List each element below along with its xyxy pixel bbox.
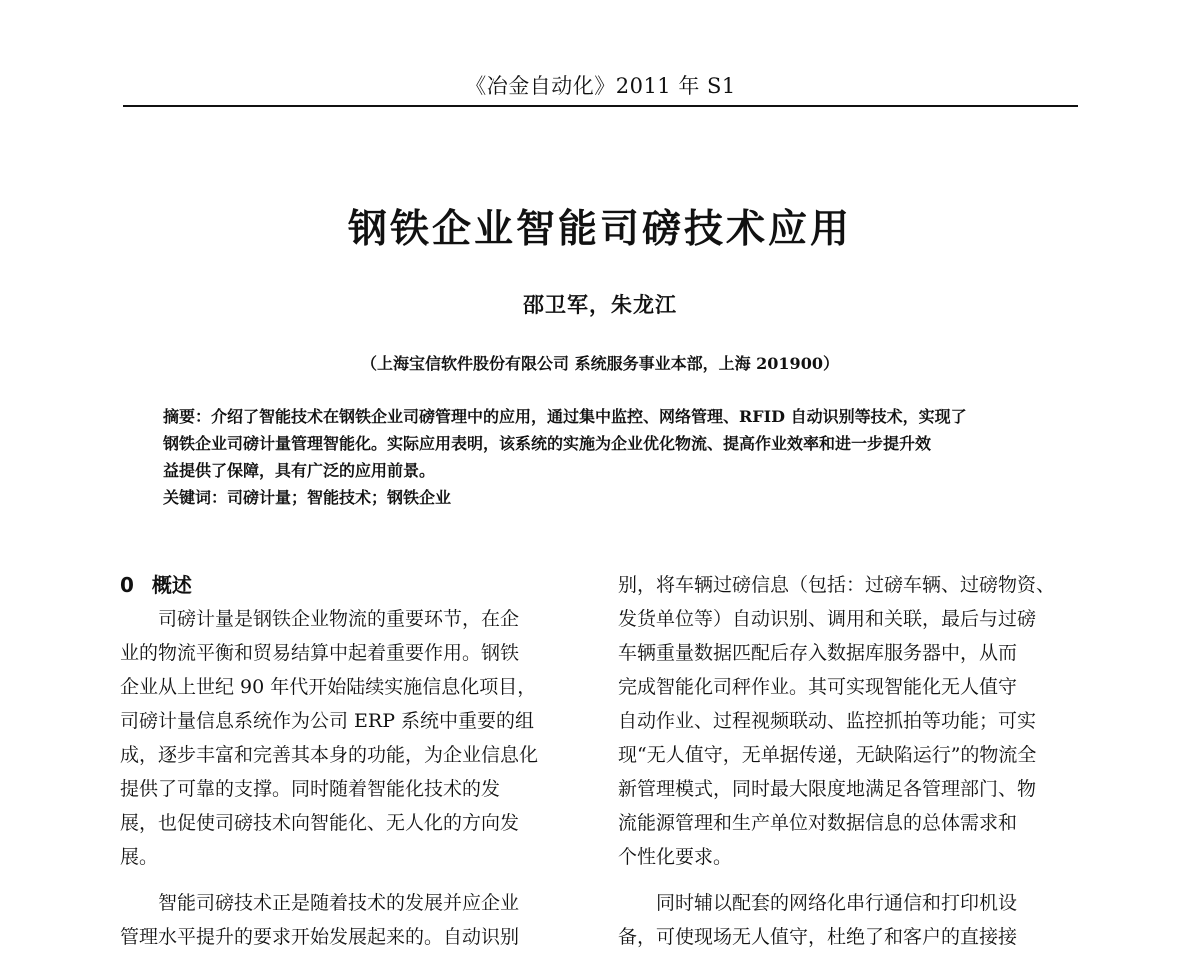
body-line: 业的物流平衡和贸易结算中起着重要作用。钢铁 (120, 642, 520, 664)
body-line: 流能源管理和生产单位对数据信息的总体需求和 (618, 812, 1018, 834)
body-line: 别，将车辆过磅信息（包括：过磅车辆、过磅物资、 (618, 574, 1056, 596)
body-line: 备，可使现场无人值守，杜绝了和客户的直接接 (618, 926, 1018, 948)
journal-header: 《冶金自动化》2011 年 S1 (465, 74, 736, 98)
body-line: 同时辅以配套的网络化串行通信和打印机设 (656, 892, 1018, 914)
keywords-line: 关键词：司磅计量；智能技术；钢铁企业 (163, 488, 452, 507)
abstract-block (163, 403, 1043, 511)
affiliation: （上海宝信软件股份有限公司 系统服务事业本部，上海 201900） (361, 354, 839, 373)
body-line: 现“无人值守，无单据传递，无缺陷运行”的物流全 (618, 744, 1037, 766)
paper-title: 钢铁企业智能司磅技术应用 (347, 207, 852, 252)
body-line: 企业从上世纪 90 年代开始陆续实施信息化项目， (120, 676, 537, 698)
body-line: 展。 (120, 846, 159, 868)
body-line: 展，也促使司磅技术向智能化、无人化的方向发 (120, 812, 520, 834)
authors: 邵卫军，朱龙江 (523, 292, 677, 317)
section-title: 概述 (151, 573, 192, 597)
left-column (120, 568, 580, 954)
body-line: 管理水平提升的要求开始发展起来的。自动识别 (120, 926, 520, 948)
body-line: 司磅计量是钢铁企业物流的重要环节，在企 (158, 608, 520, 630)
body-line: 完成智能化司秤作业。其可实现智能化无人值守 (618, 676, 1018, 698)
abstract-line: 钢铁企业司磅计量管理智能化。实际应用表明，该系统的实施为企业优化物流、提高作业效率和进一步提升效 (163, 434, 932, 453)
body-line: 成，逐步丰富和完善其本身的功能，为企业信息化 (120, 744, 539, 766)
abstract-line: 摘要：介绍了智能技术在钢铁企业司磅管理中的应用，通过集中监控、网络管理、RFID 自动识别等技术，实现了 (163, 407, 967, 426)
body-line: 新管理模式，同时最大限度地满足各管理部门、物 (618, 778, 1037, 800)
body-line: 个性化要求。 (618, 846, 733, 868)
body-line: 自动作业、过程视频联动、监控抓拍等功能；可实 (618, 710, 1037, 732)
body-line: 智能司磅技术正是随着技术的发展并应企业 (158, 892, 520, 914)
right-column (618, 568, 1078, 954)
abstract-line: 益提供了保障，具有广泛的应用前景。 (163, 461, 436, 480)
section-number: 0 (120, 573, 134, 597)
body-line: 车辆重量数据匹配后存入数据库服务器中，从而 (618, 642, 1018, 664)
body-line: 司磅计量信息系统作为公司 ERP 系统中重要的组 (120, 710, 535, 732)
section-heading (120, 568, 580, 602)
body-line: 发货单位等）自动识别、调用和关联，最后与过磅 (618, 608, 1037, 630)
header-rule (123, 105, 1078, 107)
body-line: 提供了可靠的支撑。同时随着智能化技术的发 (120, 778, 501, 800)
